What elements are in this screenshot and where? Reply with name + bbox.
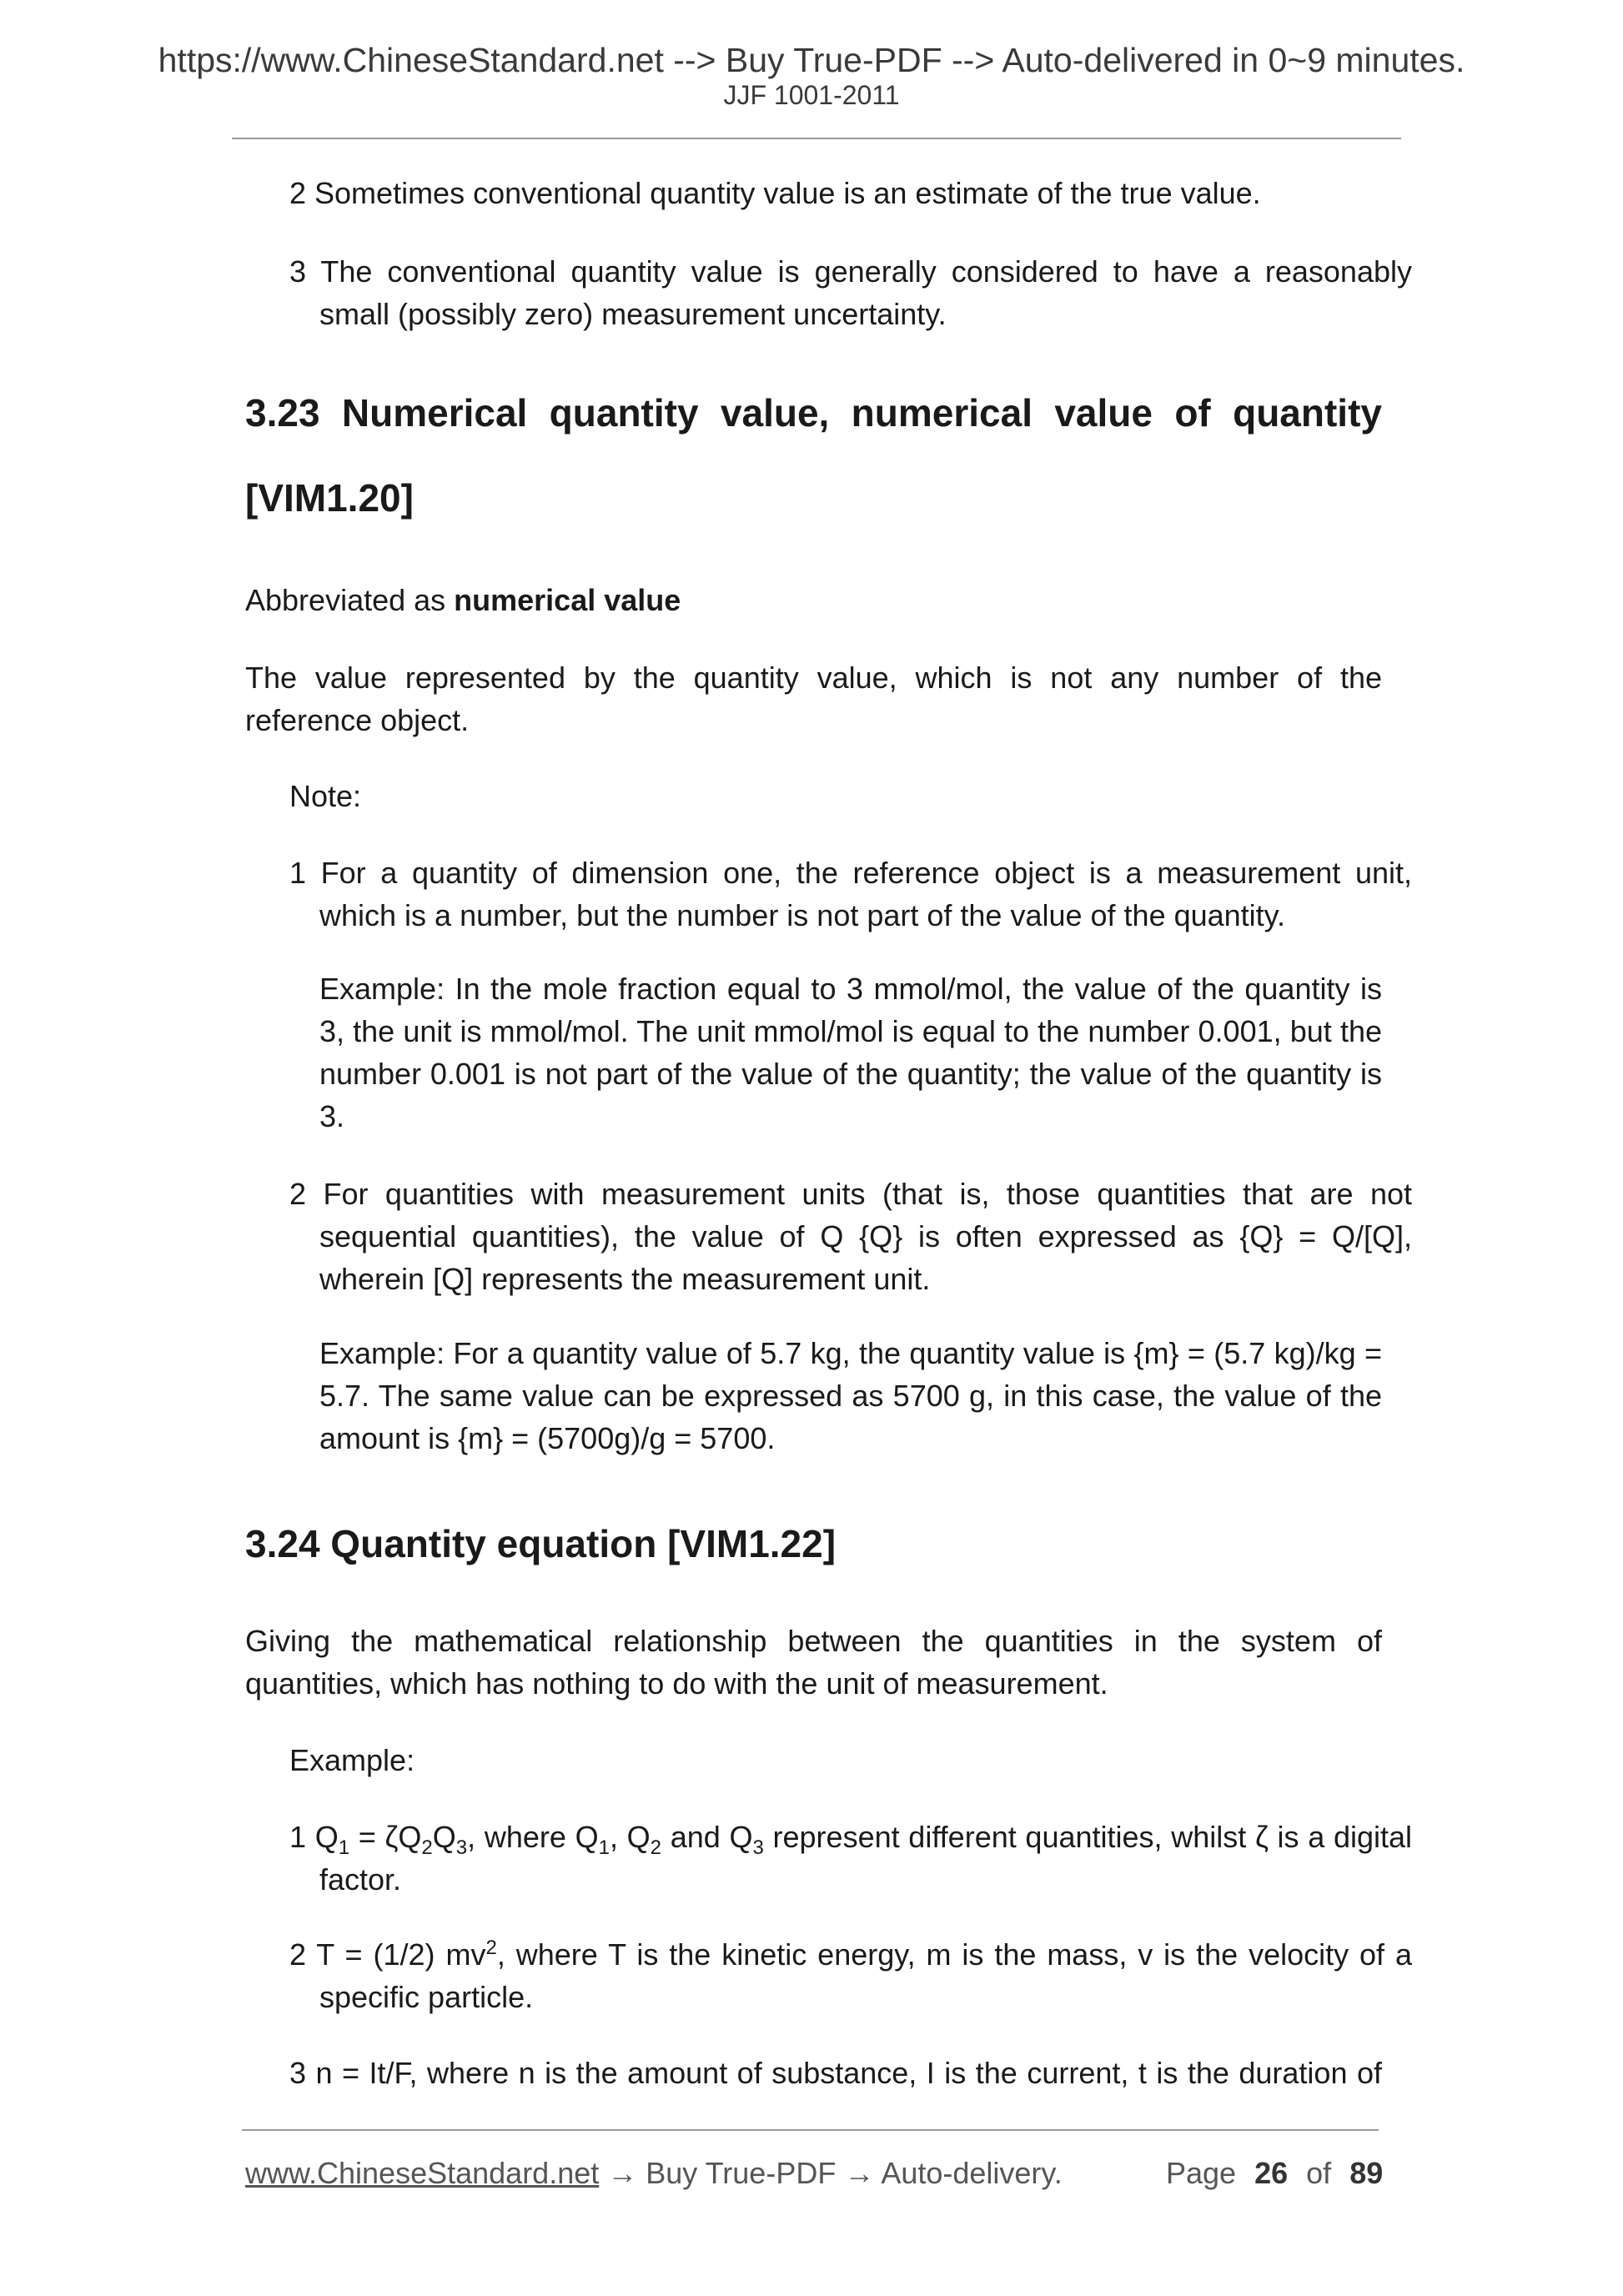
example-1: 1 $Q_1 = \zeta Q_2Q_3$, where $Q_1$, $Q_2$ and $Q_3$ represent different quantities, whilst ζ is a digital factor. bbox=[289, 1820, 1412, 1897]
section-3-23-heading-line1: 3.23 Numerical quantity value, numerical value of quantity bbox=[245, 391, 1382, 435]
abbreviation-line bbox=[245, 579, 1382, 621]
document-code: JJF 1001-2011 bbox=[723, 80, 900, 110]
page-indicator: Page 26 of 89 bbox=[1166, 2156, 1384, 2190]
note-1: 1 For a quantity of dimension one, the reference object is a measurement unit, which is a number, but the number is not part of the value of the quantity. bbox=[289, 856, 1412, 932]
abbreviation-prefix: Abbreviated as bbox=[245, 583, 455, 617]
example-3: 3 n = It/F, where n is the amount of substance, I is the current, t is the duration of bbox=[289, 2056, 1382, 2090]
abbreviation-term: numerical value bbox=[454, 583, 681, 617]
definition-3-23: The value represented by the quantity value, which is not any number of the reference object. bbox=[245, 661, 1382, 737]
header-divider bbox=[232, 138, 1401, 139]
footer-left bbox=[245, 2158, 1063, 2188]
section-3-23-heading bbox=[245, 391, 1382, 520]
header-url-line: https://www.ChineseStandard.net --> Buy True-PDF --> Auto-delivered in 0~9 minutes. bbox=[158, 41, 1465, 79]
section-3-23-heading-line2: [VIM1.20] bbox=[245, 476, 414, 520]
note-label: Note: bbox=[289, 779, 362, 813]
note-2-units: 2 For quantities with measurement units (that is, those quantities that are not sequential quantities), the value of Q {Q} is often expressed as {Q} = Q/[Q], wherein [Q] represents the measurement unit. bbox=[289, 1177, 1412, 1296]
note-3: 3 The conventional quantity value is generally considered to have a reasonably small (possibly zero) measurement uncertainty. bbox=[289, 254, 1412, 331]
note-1-example: Example: In the mole fraction equal to 3 mmol/mol, the value of the quantity is 3, the unit is mmol/mol. The unit mmol/mol is equal to the number 0.001, but the number 0.001 is not part of the value of the quantity; the value of the quantity is 3. bbox=[319, 972, 1382, 1133]
note-2: 2 Sometimes conventional quantity value is an estimate of the true value. bbox=[289, 176, 1261, 210]
section-3-24-heading: 3.24 Quantity equation [VIM1.22] bbox=[245, 1522, 837, 1565]
example-label: Example: bbox=[289, 1743, 415, 1777]
footer-divider bbox=[242, 2129, 1379, 2131]
footer-tagline: → Buy True-PDF → Auto-delivery. bbox=[599, 2156, 1063, 2190]
note-2-example: Example: For a quantity value of 5.7 kg, the quantity value is {m} = (5.7 kg)/kg = 5.7. The same value can be expressed as 5700 g, in this case, the value of the amount is {m} = (5700g)/g = 5700. bbox=[319, 1336, 1382, 1455]
page-total: 89 bbox=[1349, 2156, 1384, 2190]
footer-website-link[interactable]: www.ChineseStandard.net bbox=[245, 2156, 600, 2190]
example-2: 2 T = (1/2) $mv^2$, where T is the kinetic energy, m is the mass, v is the velocity of a specific particle. bbox=[289, 1937, 1412, 2014]
definition-3-24: Giving the mathematical relationship between the quantities in the system of quantities, which has nothing to do with the unit of measurement. bbox=[245, 1624, 1382, 1701]
page-number: 26 bbox=[1254, 2156, 1289, 2190]
